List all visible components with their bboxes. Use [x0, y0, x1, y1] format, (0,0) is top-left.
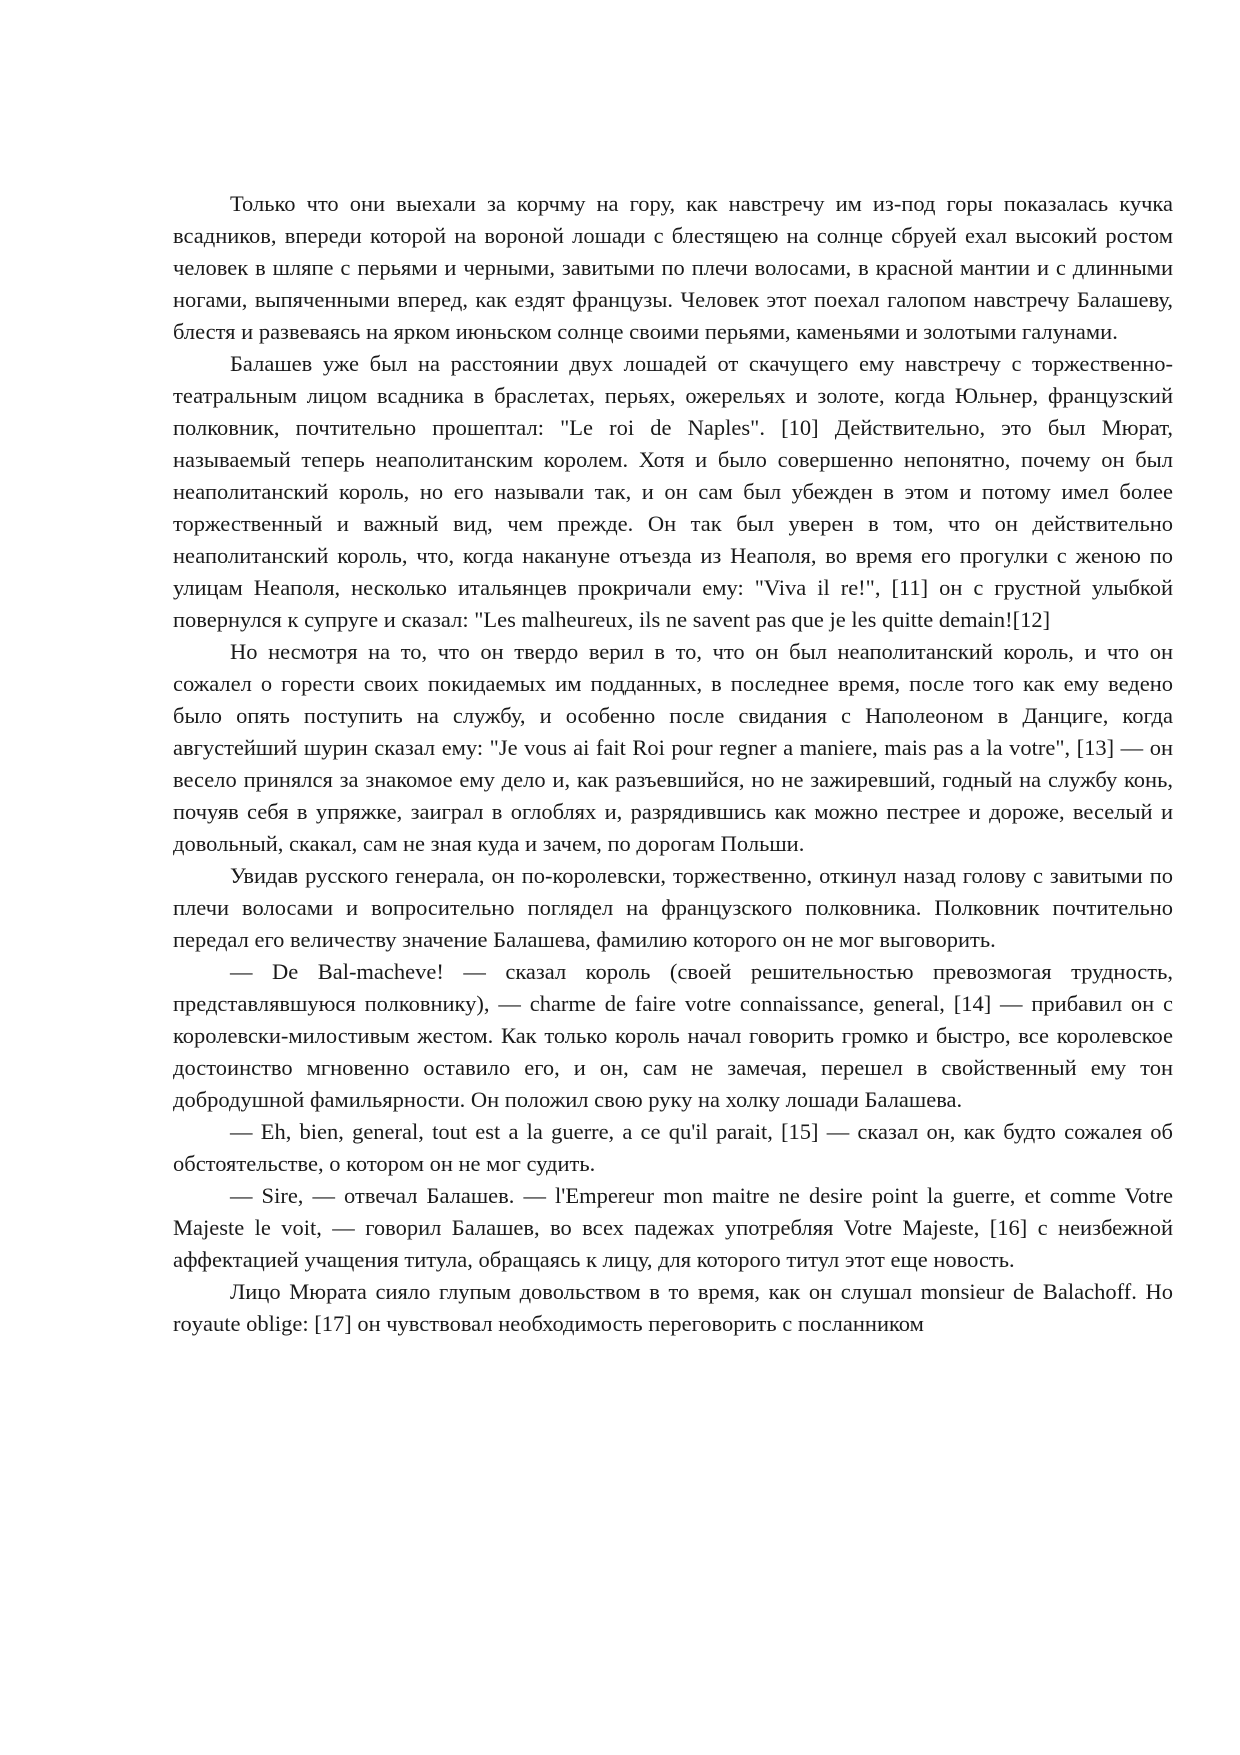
paragraph-5: — De Bal-macheve! — сказал король (своей решительностью превозмогая трудность, представлявшуюся полковнику), — charme de faire votre connaissance, general, [14] — прибавил он с королевски-милостивым жестом. Как только король начал говорить громко и быстро, все королевское достоинство мгновенно оставило его, и он, сам не замечая, перешел в свойственный ему тон добродушной фамильярности. Он положил свою руку на холку лошади Балашева. — [173, 959, 1173, 1112]
paragraph-1: Только что они выехали за корчму на гору, как навстречу им из-под горы показалась кучка всадников, впереди которой на вороной лошади с блестящею на солнце сбруей ехал высокий ростом человек в шляпе с перьями и черными, завитыми по плечи волосами, в красной мантии и с длинными ногами, выпяченными вперед, как ездят французы. Человек этот поехал галопом навстречу Балашеву, блестя и развеваясь на ярком июньском солнце своими перьями, каменьями и золотыми галунами. — [173, 191, 1173, 344]
paragraph-4: Увидав русского генерала, он по-королевски, торжественно, откинул назад голову с завитыми по плечи волосами и вопросительно поглядел на французского полковника. Полковник почтительно передал его величеству значение Балашева, фамилию которого он не мог выговорить. — [173, 863, 1173, 952]
paragraph-3: Но несмотря на то, что он твердо верил в то, что он был неаполитанский король, и что он сожалел о горести своих покидаемых им подданных, в последнее время, после того как ему ведено было опять поступить на службу, и особенно после свидания с Наполеоном в Данциге, когда августейший шурин сказал ему: "Je vous ai fait Roi pour regner a maniere, mais pas a la votre", [13] — он весело принялся за знакомое ему дело и, как разъевшийся, но не зажиревший, годный на службу конь, почуяв себя в упряжке, заиграл в оглоблях и, разрядившись как можно пестрее и дороже, веселый и довольный, скакал, сам не зная куда и зачем, по дорогам Польши. — [173, 639, 1173, 856]
paragraph-8: Лицо Мюрата сияло глупым довольством в то время, как он слушал monsieur de Balachoff. Но royaute oblige: [17] он чувствовал необходимость переговорить с посланником — [173, 1279, 1173, 1336]
paragraph-2: Балашев уже был на расстоянии двух лошадей от скачущего ему навстречу с торжественно-театральным лицом всадника в браслетах, перьях, ожерельях и золоте, когда Юльнер, французский полковник, почтительно прошептал: "Le roi de Naples". [10] Действительно, это был Мюрат, называемый теперь неаполитанским королем. Хотя и было совершенно непонятно, почему он был неаполитанский король, но его называли так, и он сам был убежден в этом и потому имел более торжественный и важный вид, чем прежде. Он так был уверен в том, что он действительно неаполитанский король, что, когда накануне отъезда из Неаполя, во время его прогулки с женою по улицам Неаполя, несколько итальянцев прокричали ему: "Viva il re!", [11] он с грустной улыбкой повернулся к супруге и сказал: "Les malheureux, ils ne savent pas que je les quitte demain![12] — [173, 351, 1173, 632]
body-text — [173, 188, 1173, 1340]
paragraph-7: — Sire, — отвечал Балашев. — l'Empereur mon maitre ne desire point la guerre, et comme Votre Majeste le voit, — говорил Балашев, во всех падежах употребляя Votre Majeste, [16] с неизбежной аффектацией учащения титула, обращаясь к лицу, для которого титул этот еще новость. — [173, 1183, 1173, 1272]
paragraph-6: — Eh, bien, general, tout est a la guerre, a ce qu'il parait, [15] — сказал он, как будто сожалея об обстоятельстве, о котором он не мог судить. — [173, 1119, 1173, 1176]
